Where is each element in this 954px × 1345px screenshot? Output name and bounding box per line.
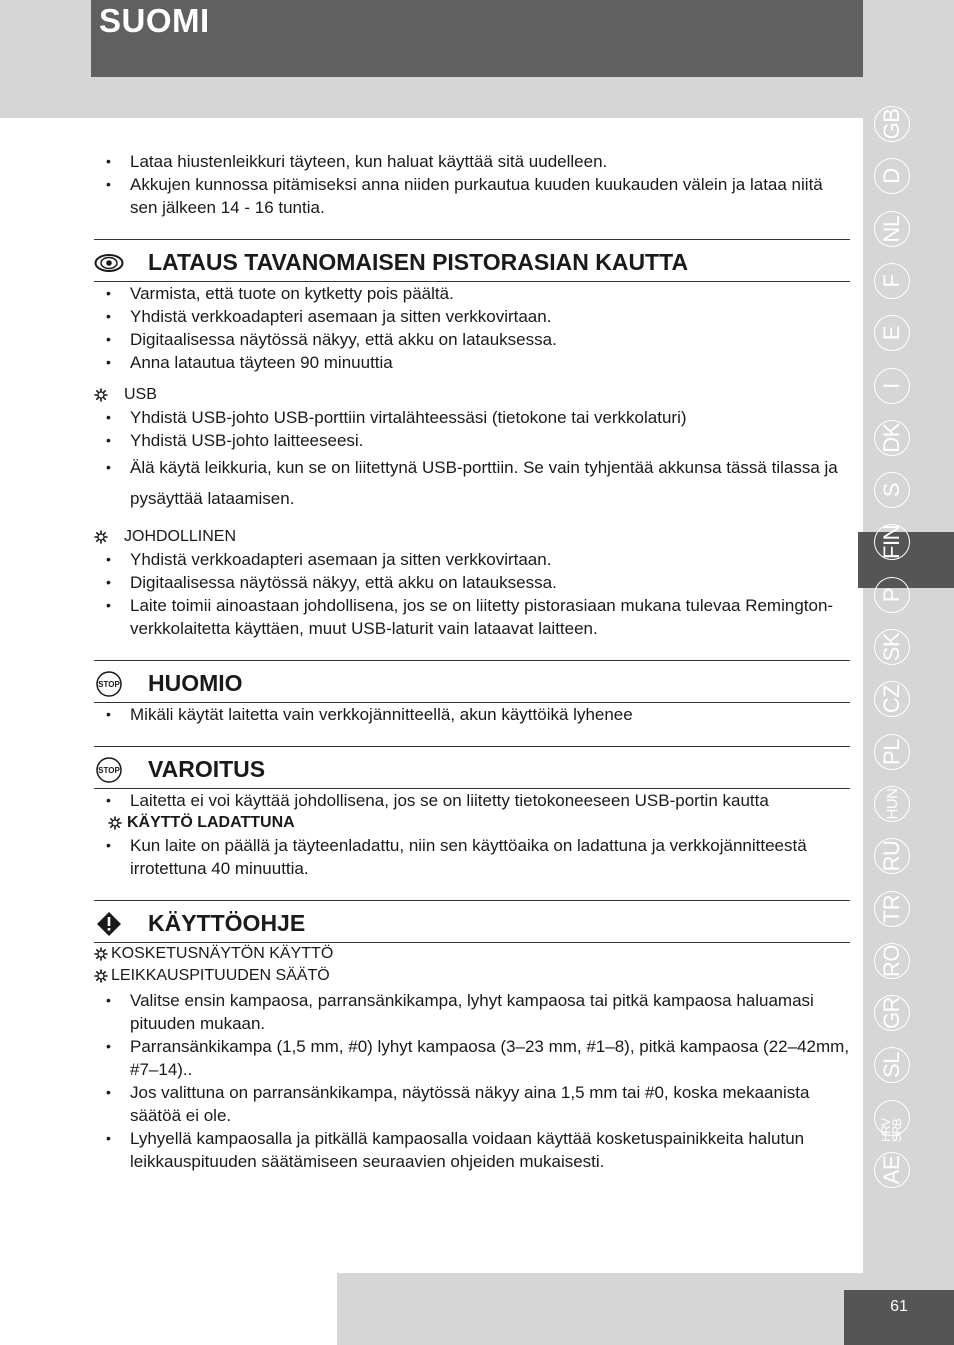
language-tab-sl[interactable] [868,1041,916,1089]
language-tab-sk[interactable] [868,623,916,671]
language-tab-label: I [879,382,904,389]
language-tab-s[interactable] [868,466,916,514]
language-tab-label: TR [879,894,904,923]
language-tab-ae[interactable] [868,1146,916,1194]
language-tab-hrv-srb[interactable] [868,1094,916,1142]
usb-subheading [94,384,850,406]
language-tab-label: GB [879,108,904,140]
language-tab-label: DK [879,423,904,453]
cordless-use-label: KÄYTTÖ LADATTUNA [127,814,295,831]
exclamation-diamond-icon [94,911,124,937]
stop-icon-text: STOP [98,765,120,775]
cutting-length-label: LEIKKAUSPITUUDEN SÄÄTÖ [111,967,330,984]
usb-label: USB [124,386,157,403]
note-section-header [94,661,850,703]
language-tabs [868,0,916,1345]
language-tab-hun[interactable] [868,780,916,828]
header-band [91,0,863,77]
stop-icon-text: STOP [98,679,120,689]
language-tab-label: CZ [879,685,904,714]
usage-section-header [94,901,850,943]
cordless-use-subheading [94,812,850,834]
cordless-use-list [94,834,850,880]
main-content [94,150,850,1173]
list-item: • Yhdistä USB-johto USB-porttiin virtalähteessäsi (tietokone tai verkkolaturi) [94,406,850,429]
language-tab-label: RU [879,840,904,872]
corded-subheading [94,526,850,548]
note-section-title: HUOMIO [148,670,243,696]
star-icon [108,816,122,830]
page-number: 61 [890,1298,908,1315]
language-tab-label: SL [879,1052,904,1079]
list-item: • Parransänkikampa (1,5 mm, #0) lyhyt kampaosa (3–23 mm, #1–8), pitkä kampaosa (22–42mm, #7–14).. [94,1035,850,1081]
page-number-box [844,1290,954,1345]
list-item: • Valitse ensin kampaosa, parransänkikampa, lyhyt kampaosa tai pitkä kampaosa haluamasi pituuden mukaan. [94,989,850,1035]
language-tab-gb[interactable] [868,100,916,148]
usb-list [94,406,850,514]
stop-icon [94,757,124,783]
list-item: • Älä käytä leikkuria, kun se on liitettynä USB-porttiin. Se vain tyhjentää akkunsa tässä tilassa ja pysäyttää lataamisen. [94,452,850,514]
list-item: • Digitaalisessa näytössä näkyy, että akku on latauksessa. [94,571,850,594]
charging-section-title: LATAUS TAVANOMAISEN PISTORASIAN KAUTTA [148,249,689,275]
language-tab-label: E [879,326,904,341]
language-tab-label: S [879,483,904,498]
language-tab-label: AE [879,1155,904,1185]
stop-icon [94,671,124,697]
language-tab-label: RO [879,944,904,977]
eye-icon [94,250,124,276]
language-tab-label: P [879,587,904,602]
language-tab-ru[interactable] [868,832,916,880]
language-tab-label: GR [879,997,904,1030]
star-icon [94,530,108,544]
list-item: • Yhdistä verkkoadapteri asemaan ja sitten verkkovirtaan. [94,305,850,328]
language-tab-label: PL [879,738,904,765]
note-list [94,703,850,726]
usage-section [94,900,850,1173]
list-item: • Akkujen kunnossa pitämiseksi anna niiden purkautua kuuden kuukauden välein ja lataa niitä sen jälkeen 14 - 16 tuntia. [94,173,850,219]
list-item: • Yhdistä USB-johto laitteeseesi. [94,429,850,452]
note-section [94,660,850,726]
list-item: • Lataa hiustenleikkuri täyteen, kun haluat käyttää sitä uudelleen. [94,150,850,173]
language-tab-dk[interactable] [868,414,916,462]
language-tab-tr[interactable] [868,885,916,933]
list-item: • Laitetta ei voi käyttää johdollisena, jos se on liitetty tietokoneeseen USB-portin kautta [94,789,850,812]
language-tab-d[interactable] [868,152,916,200]
list-item: • Anna latautua täyteen 90 minuuttia [94,351,850,374]
language-tab-i[interactable] [868,362,916,410]
language-tab-label: HUN [883,788,901,820]
language-tab-label: FIN [879,525,904,560]
language-tab-cz[interactable] [868,675,916,723]
touchscreen-label: KOSKETUSNÄYTÖN KÄYTTÖ [111,945,334,962]
warning-list [94,789,850,812]
corded-list [94,548,850,640]
warning-section [94,746,850,880]
touchscreen-subheading [94,943,850,965]
cutting-length-subheading [94,965,850,987]
usage-section-title: KÄYTTÖOHJE [148,910,306,936]
warning-section-title: VAROITUS [148,756,266,782]
language-tab-fin[interactable] [868,518,916,566]
list-item: • Yhdistä verkkoadapteri asemaan ja sitten verkkovirtaan. [94,548,850,571]
language-tab-f[interactable] [868,257,916,305]
language-tab-label: SK [879,632,904,662]
language-tab-p[interactable] [868,571,916,619]
usage-list [94,989,850,1173]
language-tab-label: D [879,168,904,184]
list-item: • Laite toimii ainoastaan johdollisena, jos se on liitetty pistorasiaan mukana tulevaa Remington-verkkolaitetta käyttäen, muut USB-laturit vain lataavat laitteen. [94,594,850,640]
list-item: • Mikäli käytät laitetta vain verkkojännitteellä, akun käyttöikä lyhenee [94,703,850,726]
list-item: • Kun laite on päällä ja täyteenladattu, niin sen käyttöaika on ladattuna ja verkkojännitteestä irrotettuna 40 minuuttia. [94,834,850,880]
language-tab-ro[interactable] [868,937,916,985]
language-tab-gr[interactable] [868,989,916,1037]
star-icon [94,947,108,961]
language-tab-nl[interactable] [868,205,916,253]
page-title: SUOMI [99,2,210,39]
list-item: • Lyhyellä kampaosalla ja pitkällä kampaosalla voidaan käyttää kosketuspainikkeita halutun leikkauspituuden säätämiseen seuraavien ohjeiden mukaisesti. [94,1127,850,1173]
language-tab-pl[interactable] [868,728,916,776]
page-footer-area [0,1273,337,1345]
charging-section-header [94,240,850,282]
list-item: • Varmista, että tuote on kytketty pois päältä. [94,282,850,305]
star-icon [94,388,108,402]
language-tab-label: NL [879,215,904,243]
charging-list [94,282,850,374]
charging-section [94,239,850,640]
language-tab-e[interactable] [868,309,916,357]
intro-list [94,150,850,219]
star-icon [94,969,108,983]
list-item: • Jos valittuna on parransänkikampa, näytössä näkyy aina 1,5 mm tai #0, koska mekaanista säätöä ei ole. [94,1081,850,1127]
warning-section-header [94,747,850,789]
language-tab-label: HRV SRB [879,1118,904,1142]
language-tab-label: F [879,274,904,288]
list-item: • Digitaalisessa näytössä näkyy, että akku on latauksessa. [94,328,850,351]
corded-label: JOHDOLLINEN [124,528,237,545]
